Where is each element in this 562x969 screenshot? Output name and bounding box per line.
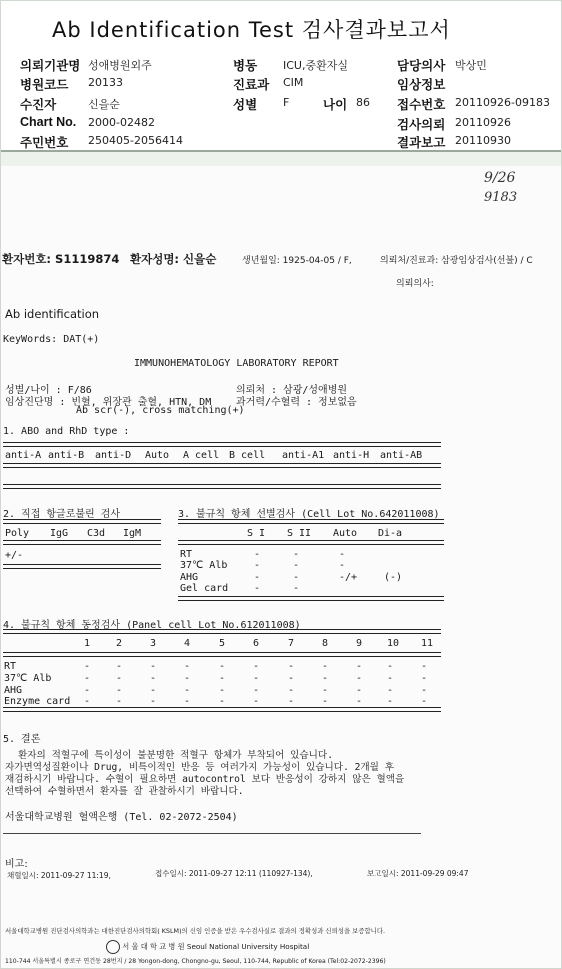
screen-column-header: Di-a <box>378 528 403 539</box>
panel-cell: - <box>387 696 394 707</box>
abo-column-header: anti-H <box>333 450 370 461</box>
header-label-0-2: 담당의사 <box>397 59 446 73</box>
section-title: Ab identification <box>5 307 100 321</box>
panel-cell: - <box>322 673 329 684</box>
panel-column-header: 10 <box>387 638 400 649</box>
screen-cell: - <box>254 583 261 594</box>
panel-column-header: 8 <box>322 638 329 649</box>
header-value-2-2: 20110926-09183 <box>455 96 550 109</box>
panel-cell: - <box>116 673 123 684</box>
blood-bank-contact: 서울대학교병원 혈액은행 (Tel. 02-2072-2504) <box>5 812 238 823</box>
panel-cell: - <box>421 685 428 696</box>
section-3-rule-bottom <box>178 596 444 601</box>
panel-cell: - <box>150 661 157 672</box>
panel-cell: - <box>219 696 226 707</box>
panel-cell: - <box>288 696 295 707</box>
section-1-rule-top <box>3 442 441 447</box>
section-2-rule-mid <box>3 540 161 545</box>
header-label-4-2: 결과보고 <box>397 136 446 150</box>
header-value-0-2: 박상민 <box>455 59 487 72</box>
panel-cell: - <box>322 696 329 707</box>
panel-cell: - <box>253 696 260 707</box>
panel-cell: - <box>253 685 260 696</box>
section-3-rule-mid <box>178 540 444 545</box>
header-label-2-2: 접수번호 <box>397 98 446 112</box>
screen-cell: - <box>254 549 261 560</box>
section-5-title: 5. 결론 <box>3 734 41 745</box>
abo-column-header: B cell <box>229 450 266 461</box>
reported-time: 보고일시: 2011-09-29 09:47 <box>367 869 469 878</box>
header-label-1-1: 진료과 <box>233 78 270 92</box>
panel-column-header: 2 <box>116 638 123 649</box>
abo-column-header: anti-AB <box>380 450 423 461</box>
conclusion-line: 재검하시기 바랍니다. 수혈이 필요하면 autocontrol 보다 반응성이 강하지 않은 혈액을 <box>5 774 405 785</box>
handwritten-number: 9183 <box>484 190 518 205</box>
panel-cell: - <box>322 661 329 672</box>
patient-dept: 의뢰처/진료과: 삼광임상검사(선불) / C <box>380 256 533 266</box>
screen-cell: - <box>254 572 261 583</box>
section-3-rule-top <box>178 519 444 524</box>
panel-cell: - <box>184 673 191 684</box>
panel-cell: - <box>84 696 91 707</box>
screen-row-label: AHG <box>180 572 199 583</box>
referring-doctor: 의뢰의사: <box>396 279 434 289</box>
panel-cell: - <box>356 685 363 696</box>
panel-column-header: 9 <box>356 638 363 649</box>
section-4-title: 4. 불규칙 항체 동정검사 (Panel cell Lot No.612011008) <box>3 620 301 631</box>
section-2-title: 2. 직접 항글로불린 검사 <box>3 509 121 520</box>
remarks-label: 비고: <box>5 859 28 870</box>
panel-column-header: 7 <box>288 638 295 649</box>
screen-row-label: RT <box>180 549 193 560</box>
panel-cell: - <box>84 685 91 696</box>
panel-cell: - <box>288 673 295 684</box>
header-label-3-0: Chart No. <box>20 115 77 129</box>
screen-cell: - <box>293 560 300 571</box>
panel-column-header: 6 <box>253 638 260 649</box>
screen-cell: -/+ <box>339 572 358 583</box>
header-value-2-0: 신을순 <box>88 98 120 111</box>
panel-cell: - <box>322 685 329 696</box>
screen-cell: - <box>339 560 346 571</box>
panel-cell: - <box>84 673 91 684</box>
panel-cell: - <box>150 673 157 684</box>
section-1-rule-bottom <box>3 484 441 489</box>
screen-column-header: S II <box>287 528 312 539</box>
header-value-1-0: 20133 <box>88 76 123 89</box>
info-diagnosis: 임상진단명 : 빈혈, 위장관 출혈, HTN, DM <box>5 397 212 408</box>
certification-note: 서울대학교병원 진단검사의학과는 대한진단검사의학회( KSLM)의 신임 인증을 받은 우수검사실로 결과의 정확성과 신뢰성을 보증합니다. <box>5 927 386 935</box>
keywords: KeyWords: DAT(+) <box>3 334 100 345</box>
panel-cell: - <box>219 685 226 696</box>
info-referrer: 의뢰처 : 삼광/성애병원 <box>236 385 348 396</box>
panel-cell: - <box>184 696 191 707</box>
panel-cell: - <box>356 661 363 672</box>
panel-cell: - <box>387 661 394 672</box>
header-label-2-0: 수진자 <box>20 98 57 112</box>
header-label-1-2: 임상정보 <box>397 78 446 92</box>
header-value-4-0: 250405-2056414 <box>88 134 183 147</box>
dat-column-header: Poly <box>5 528 30 539</box>
panel-cell: - <box>84 661 91 672</box>
abo-column-header: anti-D <box>95 450 132 461</box>
header-band-strip <box>0 152 562 166</box>
panel-column-header: 3 <box>150 638 157 649</box>
section-2-value: +/- <box>5 550 24 561</box>
panel-cell: - <box>219 673 226 684</box>
conclusion-line: 선택하여 수혈하면서 환자를 잘 관찰하시기 바랍니다. <box>5 786 244 797</box>
panel-cell: - <box>116 661 123 672</box>
screen-cell: - <box>293 549 300 560</box>
header-label-0-1: 병동 <box>233 59 258 73</box>
header-value-4-2: 20110930 <box>455 134 511 147</box>
panel-column-header: 5 <box>219 638 226 649</box>
panel-row-label: RT <box>4 661 17 672</box>
header-value-0-1: ICU,중환자실 <box>283 59 348 72</box>
panel-cell: - <box>288 685 295 696</box>
header-label-4-0: 주민번호 <box>20 136 69 150</box>
panel-cell: - <box>421 696 428 707</box>
age-value: 86 <box>356 96 370 109</box>
header-value-1-1: CIM <box>283 76 304 89</box>
panel-cell: - <box>356 673 363 684</box>
header-label-1-0: 병원코드 <box>20 78 69 92</box>
section-4-rule-bottom <box>3 707 441 712</box>
hospital-name: 서 울 대 학 교 병 원 Seoul National University Hospital <box>122 942 310 951</box>
conclusion-line: 자가면역성질환이나 Drug, 비특이적인 반응 등 여러가지 가능성이 있습니다. 2개월 후 <box>5 762 394 773</box>
conclusion-line: 환자의 적혈구에 특이성이 불분명한 적혈구 항체가 부착되어 있습니다. <box>18 750 333 761</box>
panel-row-label: Enzyme card <box>4 696 71 707</box>
panel-column-header: 1 <box>84 638 91 649</box>
screen-cell: (-) <box>384 572 403 583</box>
lab-report-title: IMMUNOHEMATOLOGY LABORATORY REPORT <box>134 358 339 369</box>
info-sex-age: 성별/나이 : F/86 <box>5 385 92 396</box>
header-label-3-2: 검사의뢰 <box>397 118 446 132</box>
remarks-rule <box>3 833 421 834</box>
patient-birth: 생년월일: 1925-04-05 / F, <box>242 256 352 266</box>
abo-column-header: anti-A1 <box>282 450 325 461</box>
section-2-rule-top <box>3 519 161 524</box>
section-1-title: 1. ABO and RhD type : <box>3 426 130 437</box>
info-screening: Ab scr(-), cross matching(+) <box>76 405 245 416</box>
patient-name: 환자성명: 신을순 <box>130 252 217 266</box>
patient-number: 환자번호: S1119874 <box>2 252 120 266</box>
panel-cell: - <box>421 673 428 684</box>
dat-column-header: IgG <box>50 528 69 539</box>
section-3-title: 3. 불규칙 항체 선별검사 (Cell Lot No.642011008) <box>178 509 440 520</box>
panel-cell: - <box>184 661 191 672</box>
collect-time: 채혈일시: 2011-09-27 11:19, <box>7 871 111 880</box>
section-4-rule-top <box>3 629 441 634</box>
header-label-0-0: 의뢰기관명 <box>20 59 81 73</box>
panel-row-label: 37℃ Alb <box>4 673 52 684</box>
screen-column-header: S I <box>247 528 266 539</box>
panel-cell: - <box>253 661 260 672</box>
panel-cell: - <box>253 673 260 684</box>
section-1-rule-mid <box>3 463 441 468</box>
report-title: Ab Identification Test 검사결과보고서 <box>52 18 451 42</box>
screen-cell: - <box>293 583 300 594</box>
section-4-rule-mid <box>3 652 441 657</box>
panel-row-label: AHG <box>4 685 23 696</box>
abo-column-header: anti-A <box>5 450 42 461</box>
section-2-rule-bottom <box>3 564 161 569</box>
screen-cell: - <box>254 560 261 571</box>
age-label: 나이 <box>323 98 348 112</box>
panel-cell: - <box>150 696 157 707</box>
handwritten-date: 9/26 <box>484 170 516 186</box>
received-time: 접수일시: 2011-09-27 12:11 (110927-134), <box>155 869 313 878</box>
panel-cell: - <box>356 696 363 707</box>
screen-row-label: 37℃ Alb <box>180 560 228 571</box>
info-history: 과거력/수혈력 : 정보없음 <box>236 397 357 408</box>
abo-column-header: anti-B <box>48 450 85 461</box>
hospital-line <box>106 940 309 954</box>
panel-cell: - <box>387 673 394 684</box>
hospital-logo-icon <box>106 940 120 954</box>
panel-cell: - <box>116 685 123 696</box>
hospital-address: 110-744 서울특별시 종로구 연건동 28번지 / 28 Yongon-dong, Chongno-gu, Seoul, 110-744, Republic of Korea (Tel:02-2072-2396) <box>5 958 386 965</box>
screen-cell: - <box>293 572 300 583</box>
panel-cell: - <box>288 661 295 672</box>
panel-cell: - <box>387 685 394 696</box>
abo-column-header: Auto <box>145 450 170 461</box>
header-value-3-2: 20110926 <box>455 116 511 129</box>
panel-column-header: 11 <box>421 638 434 649</box>
screen-cell: - <box>339 549 346 560</box>
panel-column-header: 4 <box>184 638 191 649</box>
header-value-2-1: F <box>283 96 290 109</box>
panel-cell: - <box>116 696 123 707</box>
panel-cell: - <box>219 661 226 672</box>
screen-row-label: Gel card <box>180 583 229 594</box>
dat-column-header: IgM <box>123 528 142 539</box>
header-value-3-0: 2000-02482 <box>88 116 155 129</box>
panel-cell: - <box>150 685 157 696</box>
header-value-0-0: 성애병원외주 <box>88 59 152 72</box>
header-label-2-1: 성별 <box>233 98 258 112</box>
screen-column-header: Auto <box>333 528 358 539</box>
panel-cell: - <box>184 685 191 696</box>
abo-column-header: A cell <box>183 450 220 461</box>
panel-cell: - <box>421 661 428 672</box>
dat-column-header: C3d <box>87 528 106 539</box>
